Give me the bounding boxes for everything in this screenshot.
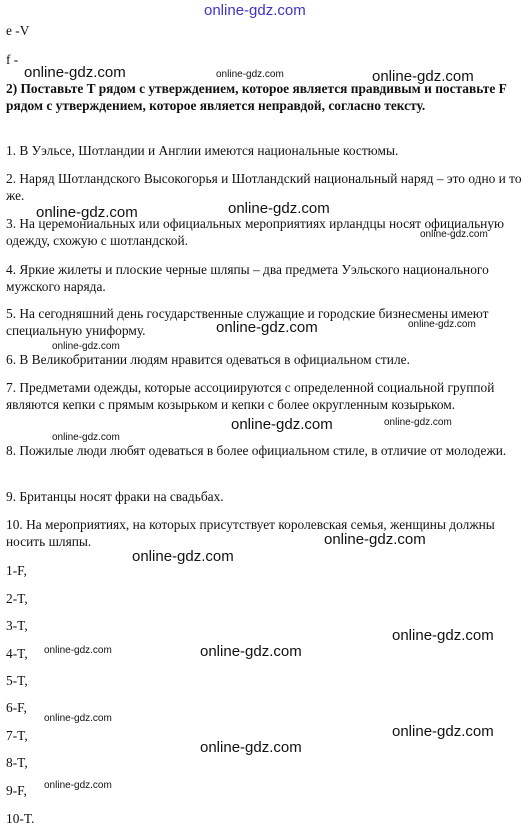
statement-1: 1. В Уэльсе, Шотландии и Англии имеются национальные костюмы. [6, 143, 399, 158]
watermark: online-gdz.com [228, 200, 330, 217]
watermark: online-gdz.com [44, 645, 112, 656]
answer-8: 8-T, [6, 755, 28, 770]
watermark: online-gdz.com [216, 319, 318, 336]
statement-7: 7. Предметами одежды, которые ассоциируются с определенной социальной группой являются кепки с прямым козырьком и кепки с более округленным козырьком. [6, 380, 495, 412]
watermark-top: online-gdz.com [204, 2, 306, 19]
answer-10: 10-T. [6, 811, 35, 826]
watermark: online-gdz.com [231, 416, 333, 433]
watermark: online-gdz.com [384, 417, 452, 428]
answer-2: 2-T, [6, 591, 28, 606]
watermark: online-gdz.com [324, 531, 426, 548]
watermark: online-gdz.com [44, 780, 112, 791]
watermark: online-gdz.com [392, 723, 494, 740]
watermark: online-gdz.com [392, 627, 494, 644]
legend-line-e: e -V [6, 23, 30, 38]
watermark: online-gdz.com [420, 229, 488, 240]
answer-9: 9-F, [6, 783, 27, 798]
answer-1: 1-F, [6, 563, 27, 578]
watermark: online-gdz.com [36, 204, 138, 221]
answer-5: 5-T, [6, 673, 28, 688]
statement-3: 3. На церемониальных или официальных мероприятиях ирландцы носят официальную одежду, схожую с шотландской. [6, 216, 505, 248]
statement-2: 2. Наряд Шотландского Высокогорья и Шотландский национальный наряд – это одно и то же. [6, 171, 522, 203]
legend-line-f: f - [6, 52, 19, 67]
watermark: online-gdz.com [132, 548, 234, 565]
watermark: online-gdz.com [52, 432, 120, 443]
watermark: online-gdz.com [372, 68, 474, 85]
task-title: 2) Поставьте T рядом с утверждением, которое является правдивым и поставьте F рядом с утверждением, которое является неправдой, согласно тексту. [6, 81, 507, 113]
statement-4: 4. Яркие жилеты и плоские черные шляпы – два предмета Уэльского национального мужского наряда. [6, 262, 489, 294]
answer-4: 4-T, [6, 646, 28, 661]
answer-3: 3-T, [6, 618, 28, 633]
watermark: online-gdz.com [200, 643, 302, 660]
watermark: online-gdz.com [216, 69, 284, 80]
statement-9: 9. Британцы носят фраки на свадьбах. [6, 489, 224, 504]
watermark: online-gdz.com [24, 64, 126, 81]
statement-5: 5. На сегодняшний день государственные служащие и городские бизнесмены имеют специальную униформу. [6, 306, 489, 338]
statement-8: 8. Пожилые люди любят одеваться в более официальном стиле, в отличие от молодежи. [6, 443, 507, 458]
answer-6: 6-F, [6, 700, 27, 715]
answer-7: 7-T, [6, 728, 28, 743]
watermark: online-gdz.com [200, 739, 302, 756]
statement-6: 6. В Великобритании людям нравится одеваться в официальном стиле. [6, 352, 410, 367]
watermark: online-gdz.com [44, 713, 112, 724]
watermark: online-gdz.com [52, 341, 120, 352]
watermark: online-gdz.com [408, 319, 476, 330]
statement-10: 10. На мероприятиях, на которых присутствует королевская семья, женщины должны носить шляпы. [6, 517, 495, 549]
